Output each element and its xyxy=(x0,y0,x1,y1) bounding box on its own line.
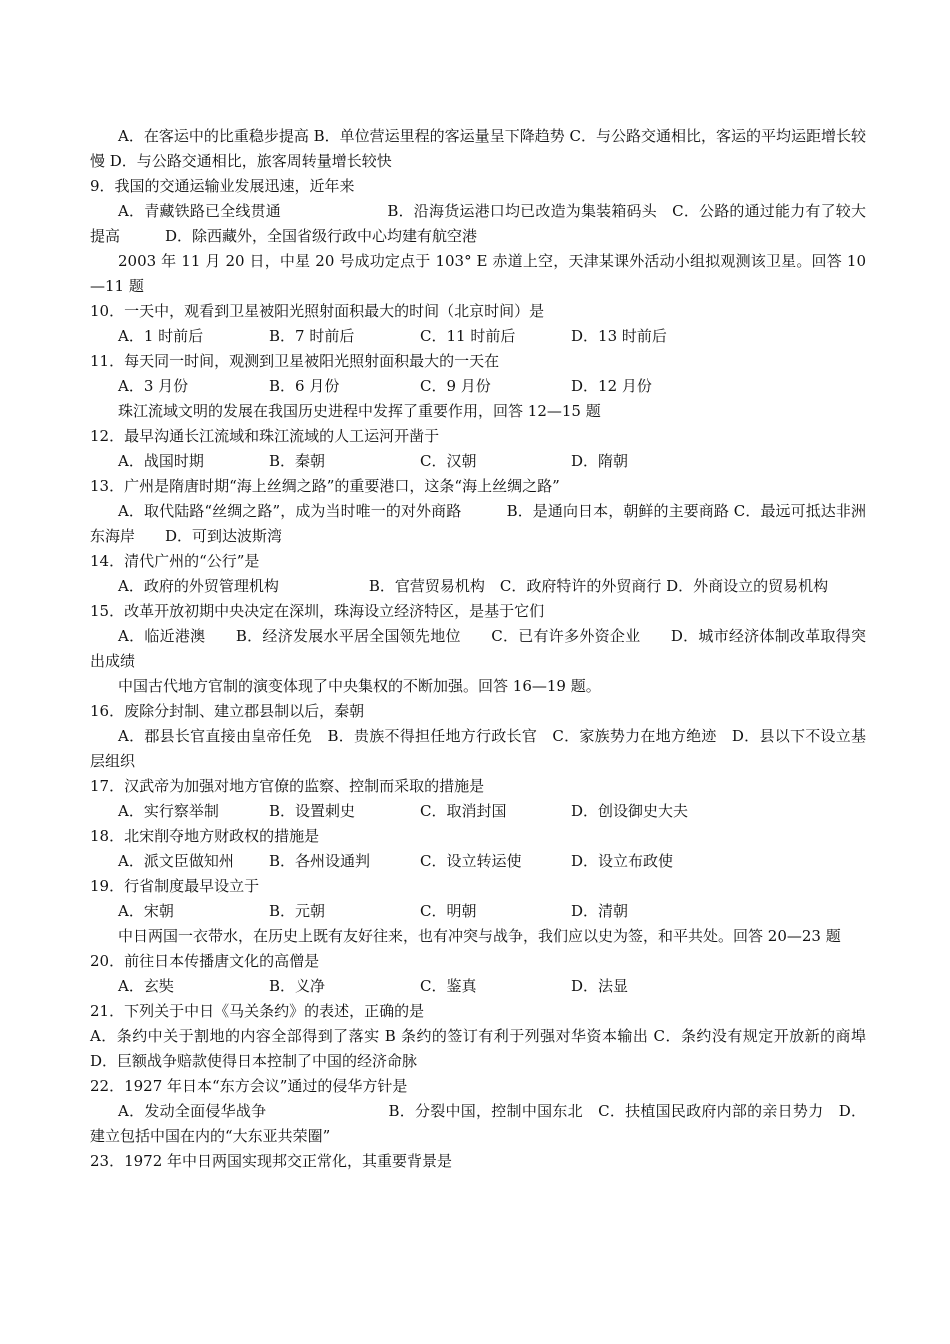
options-13: A．取代陆路“丝绸之路”，成为当时唯一的对外商路 B．是通向日本，朝鲜的主要商路 C．最远可抵达非洲东海岸 D．可到达波斯湾 xyxy=(90,502,866,545)
option-10-a: A．1 时前后 xyxy=(118,327,204,345)
intro-12-15: 珠江流域文明的发展在我国历史进程中发挥了重要作用，回答 12—15 题 xyxy=(118,402,601,420)
option-17-c: C．取消封国 xyxy=(420,802,507,820)
option-19-d: D．清朝 xyxy=(571,902,629,920)
question-17: 17．汉武帝为加强对地方官僚的监察、控制而采取的措施是 xyxy=(90,777,485,795)
question-12: 12．最早沟通长江流域和珠江流域的人工运河开凿于 xyxy=(90,427,440,445)
option-12-a: A．战国时期 xyxy=(118,452,204,470)
options-11 xyxy=(90,374,866,399)
option-20-b: B．义净 xyxy=(269,977,326,995)
intro-16-19: 中国古代地方官制的演变体现了中央集权的不断加强。回答 16—19 题。 xyxy=(118,677,601,695)
question-13: 13．广州是隋唐时期“海上丝绸之路”的重要港口，这条“海上丝绸之路” xyxy=(90,477,560,495)
options-22: A．发动全面侵华战争 B．分裂中国，控制中国东北 C．扶植国民政府内部的亲日势力 D．建立包括中国在内的“大东亚共荣圈” xyxy=(90,1102,866,1145)
option-11-d: D．12 月份 xyxy=(571,377,652,395)
option-18-b: B．各州设通判 xyxy=(269,852,371,870)
option-17-b: B．设置刺史 xyxy=(269,802,356,820)
question-19: 19．行省制度最早设立于 xyxy=(90,877,260,895)
option-18-d: D．设立布政使 xyxy=(571,852,674,870)
option-20-c: C．鉴真 xyxy=(420,977,477,995)
exam-page xyxy=(90,124,866,1174)
question-22: 22．1927 年日本“东方会议”通过的侵华方针是 xyxy=(90,1077,408,1095)
question-14: 14．清代广州的“公行”是 xyxy=(90,552,260,570)
question-11: 11．每天同一时间，观测到卫星被阳光照射面积最大的一天在 xyxy=(90,352,500,370)
option-18-c: C．设立转运使 xyxy=(420,852,522,870)
question-9: 9．我国的交通运输业发展迅速，近年来 xyxy=(90,177,355,195)
options-10 xyxy=(90,324,866,349)
option-19-a: A．宋朝 xyxy=(118,902,174,920)
option-10-b: B．7 时前后 xyxy=(269,327,355,345)
option-19-c: C．明朝 xyxy=(420,902,477,920)
option-20-d: D．法显 xyxy=(571,977,629,995)
option-10-c: C．11 时前后 xyxy=(420,327,516,345)
options-15: A．临近港澳 B．经济发展水平居全国领先地位 C．已有许多外资企业 D．城市经济体制改革取得突出成绩 xyxy=(90,627,866,670)
question-10: 10．一天中，观看到卫星被阳光照射面积最大的时间（北京时间）是 xyxy=(90,302,545,320)
question-21: 21．下列关于中日《马关条约》的表述，正确的是 xyxy=(90,1002,425,1020)
option-11-b: B．6 月份 xyxy=(269,377,340,395)
options-17 xyxy=(90,799,866,824)
question-16: 16．废除分封制、建立郡县制以后，秦朝 xyxy=(90,702,365,720)
option-block-8: A．在客运中的比重稳步提高 B．单位营运里程的客运量呈下降趋势 C．与公路交通相比，客运的平均运距增长较慢 D．与公路交通相比，旅客周转量增长较快 xyxy=(90,127,866,170)
option-11-c: C．9 月份 xyxy=(420,377,491,395)
question-18: 18．北宋削夺地方财政权的措施是 xyxy=(90,827,320,845)
option-10-d: D．13 时前后 xyxy=(571,327,667,345)
options-14: A．政府的外贸管理机构 B．官营贸易机构 C．政府特许的外贸商行 D．外商设立的贸易机构 xyxy=(118,577,829,595)
question-15: 15．改革开放初期中央决定在深圳，珠海设立经济特区，是基于它们 xyxy=(90,602,545,620)
option-12-b: B．秦朝 xyxy=(269,452,326,470)
option-20-a: A．玄奘 xyxy=(118,977,174,995)
question-23: 23．1972 年中日两国实现邦交正常化，其重要背景是 xyxy=(90,1152,453,1170)
options-20 xyxy=(90,974,866,999)
intro-20-23: 中日两国一衣带水，在历史上既有友好往来，也有冲突与战争，我们应以史为签，和平共处。回答 20—23 题 xyxy=(118,927,841,945)
options-21: A．条约中关于割地的内容全部得到了落实 B 条约的签订有利于列强对华资本输出 C．条约没有规定开放新的商埠 D．巨额战争赔款使得日本控制了中国的经济命脉 xyxy=(90,1027,866,1070)
options-9: A．青藏铁路已全线贯通 B．沿海货运港口均已改造为集装箱码头 C．公路的通过能力有了较大提高 D．除西藏外，全国省级行政中心均建有航空港 xyxy=(90,202,866,245)
option-12-c: C．汉朝 xyxy=(420,452,477,470)
option-11-a: A．3 月份 xyxy=(118,377,189,395)
options-19 xyxy=(90,899,866,924)
option-18-a: A．派文臣做知州 xyxy=(118,852,234,870)
option-17-a: A．实行察举制 xyxy=(118,802,219,820)
intro-10-11: 2003 年 11 月 20 日，中星 20 号成功定点于 103° E 赤道上空，天津某课外活动小组拟观测该卫星。回答 10—11 题 xyxy=(90,252,866,295)
options-16: A．郡县长官直接由皇帝任免 B．贵族不得担任地方行政长官 C．家族势力在地方绝迹 D．县以下不设立基层组织 xyxy=(90,727,866,770)
question-20: 20．前往日本传播唐文化的高僧是 xyxy=(90,952,320,970)
option-12-d: D．隋朝 xyxy=(571,452,629,470)
option-19-b: B．元朝 xyxy=(269,902,326,920)
option-17-d: D．创设御史大夫 xyxy=(571,802,689,820)
options-12 xyxy=(90,449,866,474)
options-18 xyxy=(90,849,866,874)
